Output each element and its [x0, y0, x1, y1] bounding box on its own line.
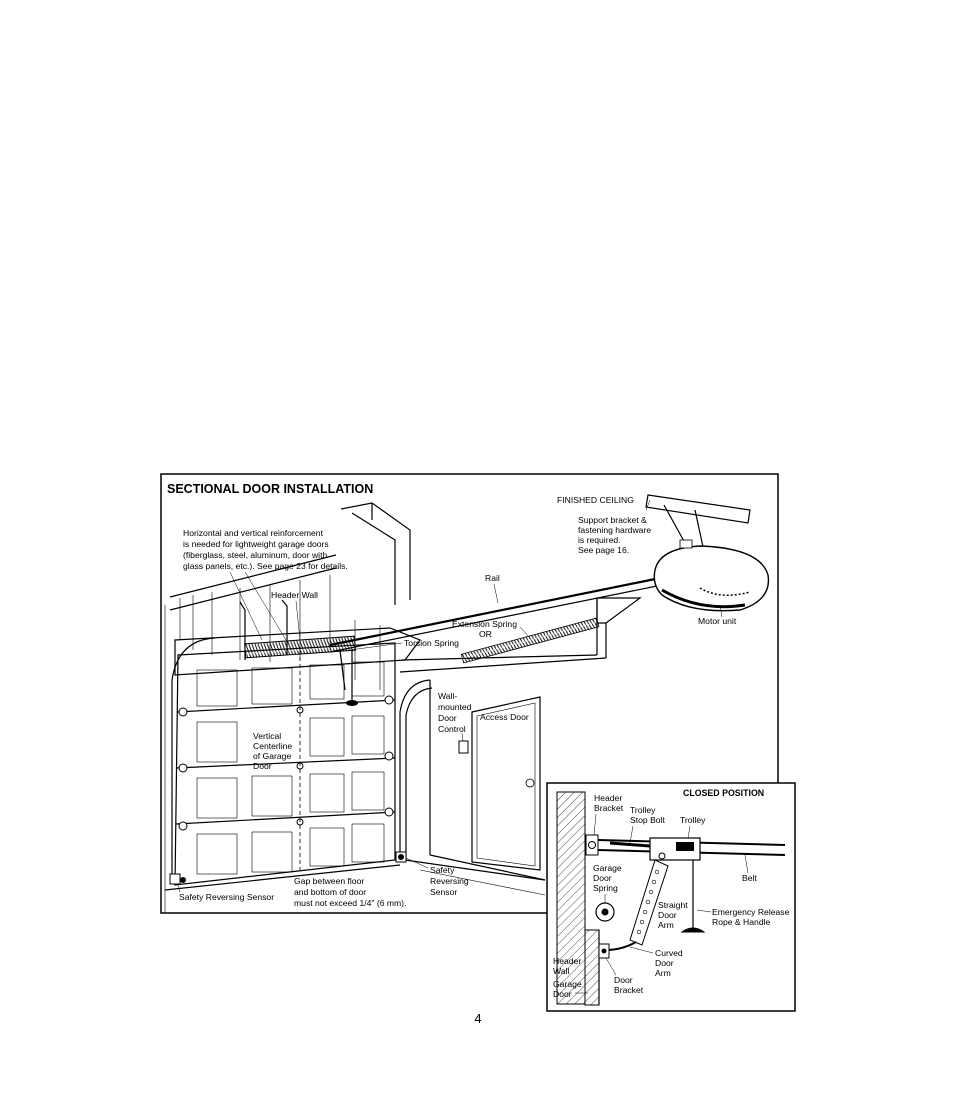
support-bracket-line-2: fastening hardware: [578, 525, 652, 535]
wall-control-line-4: Control: [438, 724, 466, 734]
safety-sensor-right: [396, 852, 406, 862]
main-title: SECTIONAL DOOR INSTALLATION: [167, 482, 374, 496]
extension-spring-label: Extension Spring: [452, 619, 517, 629]
inset-belt-label: Belt: [742, 873, 757, 883]
rail-label: Rail: [485, 573, 500, 583]
inset-spring-line-1: Garage: [593, 863, 622, 873]
support-bracket-line-1: Support bracket &: [578, 515, 647, 525]
safety-sensor-right-line-1: Safety: [430, 865, 455, 875]
inset-curved-arm-line-2: Door: [655, 958, 674, 968]
safety-sensor-left-label: Safety Reversing Sensor: [179, 892, 275, 902]
page-number: 4: [474, 1011, 482, 1026]
inset-header-wall-line-2: Wall: [553, 966, 570, 976]
inset-title: CLOSED POSITION: [683, 788, 765, 798]
inset-header-bracket: [586, 835, 598, 855]
gap-note-line-1: Gap between floor: [294, 876, 365, 886]
inset-garage-door: [585, 930, 599, 1005]
inset-door-bracket: [599, 944, 609, 958]
reinforcement-note-line-1: Horizontal and vertical reinforcement: [183, 528, 323, 538]
inset-spring-line-3: Spring: [593, 883, 618, 893]
inset-header-wall-line-1: Header: [553, 956, 582, 966]
inset-garage-door-spring: [596, 903, 614, 921]
motor-unit-label: Motor unit: [698, 616, 737, 626]
wall-control-line-3: Door: [438, 713, 457, 723]
wall-control-line-1: Wall-: [438, 691, 458, 701]
inset-header-bracket-line-2: Bracket: [594, 803, 624, 813]
inset-curved-arm-line-1: Curved: [655, 948, 683, 958]
gap-note-line-2: and bottom of door: [294, 887, 367, 897]
centerline-line-4: Door: [253, 761, 272, 771]
inset-trolley-label: Trolley: [680, 815, 706, 825]
support-bracket-line-3: is required.: [578, 535, 621, 545]
inset-straight-arm-line-3: Arm: [658, 920, 674, 930]
reinforcement-note-line-4: glass panels, etc.). See page 23 for details.: [183, 561, 348, 571]
inset-stop-bolt-line-1: Trolley: [630, 805, 656, 815]
reinforcement-note-line-2: is needed for lightweight garage doors: [183, 539, 329, 549]
inset-garage-door-line-1: Garage: [553, 979, 582, 989]
inset-release-line-2: Rope & Handle: [712, 917, 771, 927]
extension-spring-or: OR: [479, 629, 492, 639]
finished-ceiling-label: FINISHED CEILING: [557, 495, 634, 505]
inset-spring-line-2: Door: [593, 873, 612, 883]
wall-control-device: [459, 741, 468, 753]
centerline-line-2: Centerline: [253, 741, 293, 751]
release-handle: [346, 700, 358, 706]
inset-stop-bolt-line-2: Stop Bolt: [630, 815, 665, 825]
access-door-label: Access Door: [480, 712, 529, 722]
inset-straight-arm-line-1: Straight: [658, 900, 688, 910]
inset-trolley: [650, 838, 700, 860]
inset-door-bracket-line-1: Door: [614, 975, 633, 985]
inset-door-bracket-line-2: Bracket: [614, 985, 644, 995]
safety-sensor-right-line-3: Sensor: [430, 887, 458, 897]
inset-straight-arm-line-2: Door: [658, 910, 677, 920]
centerline-line-3: of Garage: [253, 751, 292, 761]
safety-sensor-right-line-2: Reversing: [430, 876, 469, 886]
torsion-spring-label: Torsion Spring: [404, 638, 459, 648]
centerline-line-1: Vertical: [253, 731, 282, 741]
wall-control-line-2: mounted: [438, 702, 472, 712]
inset-curved-arm-line-3: Arm: [655, 968, 671, 978]
inset-release-line-1: Emergency Release: [712, 907, 790, 917]
inset-header-bracket-line-1: Header: [594, 793, 623, 803]
inset-garage-door-line-2: Door: [553, 989, 572, 999]
header-wall-label: Header Wall: [271, 590, 318, 600]
reinforcement-note-line-3: (fiberglass, steel, aluminum, door with: [183, 550, 328, 560]
support-bracket-line-4: See page 16.: [578, 545, 630, 555]
gap-note-line-3: must not exceed 1/4" (6 mm).: [294, 898, 407, 908]
